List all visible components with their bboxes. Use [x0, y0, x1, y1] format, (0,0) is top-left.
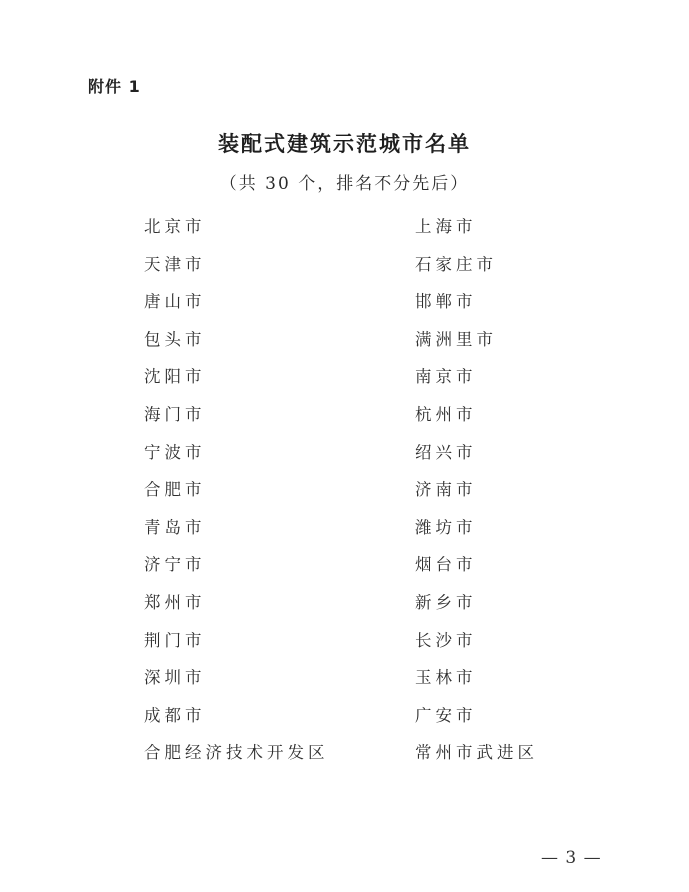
city-name: 济南市	[415, 480, 477, 500]
city-name: 青岛市	[144, 517, 206, 537]
city-name: 常州市武进区	[415, 743, 538, 763]
city-name: 烟台市	[415, 555, 477, 575]
city-row	[144, 740, 604, 778]
city-name: 满洲里市	[415, 329, 497, 349]
city-row	[144, 440, 604, 478]
city-row	[144, 628, 604, 666]
city-name: 长沙市	[415, 630, 477, 650]
city-name: 南京市	[415, 367, 477, 387]
city-name: 合肥市	[144, 480, 206, 500]
city-name: 玉林市	[415, 668, 477, 688]
city-row	[144, 590, 604, 628]
city-name: 荆门市	[144, 630, 206, 650]
city-row	[144, 214, 604, 252]
document-title: 装配式建筑示范城市名单	[218, 132, 471, 156]
city-name: 成都市	[144, 705, 206, 725]
city-name: 绍兴市	[415, 442, 477, 462]
city-name: 新乡市	[415, 592, 477, 612]
city-name: 北京市	[144, 217, 206, 236]
page-number: — 3 —	[541, 848, 602, 868]
city-row	[144, 665, 604, 703]
document-subtitle: （共 30 个，排名不分先后）	[219, 174, 470, 194]
city-name: 唐山市	[144, 292, 206, 312]
city-row	[144, 289, 604, 327]
city-list	[144, 214, 604, 778]
city-name: 郑州市	[144, 592, 206, 612]
city-name: 宁波市	[144, 442, 206, 462]
city-row	[144, 477, 604, 515]
city-name: 杭州市	[415, 404, 477, 424]
city-row	[144, 327, 604, 365]
city-row	[144, 515, 604, 553]
city-name: 上海市	[415, 217, 477, 236]
city-name: 深圳市	[144, 668, 206, 688]
city-row	[144, 402, 604, 440]
city-name: 天津市	[144, 254, 206, 274]
city-name: 潍坊市	[415, 517, 477, 537]
city-row	[144, 364, 604, 402]
city-name: 广安市	[415, 705, 477, 725]
city-name: 合肥经济技术开发区	[144, 743, 329, 763]
city-name: 济宁市	[144, 555, 206, 575]
city-row	[144, 552, 604, 590]
city-name: 石家庄市	[415, 254, 497, 274]
city-name: 海门市	[144, 404, 206, 424]
city-name: 包头市	[144, 329, 206, 349]
city-name: 邯郸市	[415, 292, 477, 312]
city-row	[144, 252, 604, 290]
city-name: 沈阳市	[144, 367, 206, 387]
attachment-label: 附件 1	[88, 77, 141, 96]
city-row	[144, 703, 604, 741]
